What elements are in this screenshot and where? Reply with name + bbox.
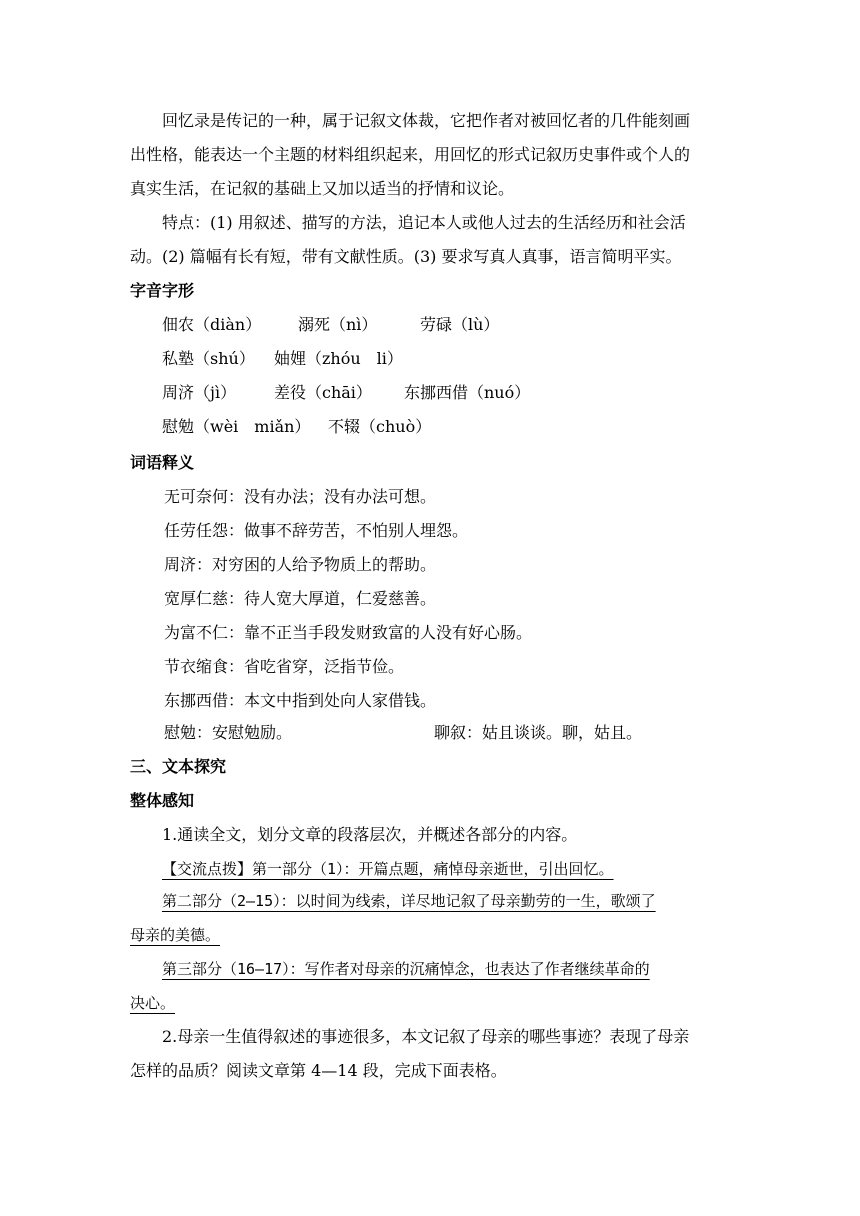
term-item-extra: 聊叙：姑且谈谈。聊，姑且。	[434, 723, 643, 742]
answer-part-1-text: 【交流点拨】第一部分（1）：开篇点题，痛悼母亲逝世，引出回忆。	[162, 860, 614, 878]
answer-part-2-line-2	[130, 918, 730, 952]
question-2-line-2: 怎样的品质？阅读文章第 4—14 段，完成下面表格。	[130, 1061, 507, 1080]
vocab-item: 差役（chāi）	[274, 383, 372, 402]
vocab-item: 佃农（diàn）	[162, 315, 262, 334]
answer-part-1	[130, 852, 730, 886]
terms-heading: 词语释义	[130, 453, 195, 472]
term-item: 无可奈何：没有办法；没有办法可想。	[164, 487, 437, 506]
answer-part-2-text-2: 母亲的美德。	[130, 926, 221, 944]
term-item: 宽厚仁慈：待人宽大厚道，仁爱慈善。	[164, 589, 437, 608]
question-2-line-1: 2.母亲一生值得叙述的事迹很多，本文记叙了母亲的哪些事迹？表现了母亲	[162, 1027, 690, 1046]
term-item: 节衣缩食：省吃省穿，泛指节俭。	[164, 657, 405, 676]
vocab-item: 劳碌（lù）	[420, 315, 500, 334]
intro-line-2: 出性格，能表达一个主题的材料组织起来，用回忆的形式记叙历史事件或个人的	[130, 145, 691, 164]
question-1: 1.通读全文，划分文章的段落层次，并概述各部分的内容。	[162, 825, 578, 844]
term-item: 任劳任怨：做事不辞劳苦，不怕别人埋怨。	[164, 521, 469, 540]
answer-part-2-text-1: 第二部分（2—15）：以时间为线索，详尽地记叙了母亲勤劳的一生，歌颂了	[162, 892, 656, 910]
term-item: 为富不仁：靠不正当手段发财致富的人没有好心肠。	[164, 623, 533, 642]
term-item: 慰勉：安慰勉励。	[164, 723, 293, 742]
answer-part-2-line-1	[130, 884, 730, 918]
vocab-item: 溺死（nì）	[298, 315, 378, 334]
section-3-heading: 三、文本探究	[130, 757, 227, 776]
intro-line-1: 回忆录是传记的一种，属于记叙文体裁，它把作者对被回忆者的几件能刻画	[162, 111, 691, 130]
vocab-item: 周济（jì）	[162, 383, 237, 402]
term-item: 周济：对穷困的人给予物质上的帮助。	[164, 555, 437, 574]
term-item: 东挪西借：本文中指到处向人家借钱。	[164, 691, 437, 710]
vocab-item: 东挪西借（nuó）	[404, 383, 531, 402]
vocab-item: 不辍（chuò）	[328, 417, 432, 436]
intro-line-3: 真实生活，在记叙的基础上又加以适当的抒情和议论。	[130, 179, 515, 198]
answer-part-3-line-2	[130, 986, 730, 1020]
vocab-item: 慰勉（wèi miǎn）	[162, 417, 311, 436]
features-line-2: 动。(2) 篇幅有长有短，带有文献性质。(3) 要求写真人真事，语言简明平实。	[130, 247, 682, 266]
answer-part-3-line-1	[130, 952, 730, 986]
features-line-1: 特点：(1) 用叙述、描写的方法，追记本人或他人过去的生活经历和社会活	[162, 213, 686, 232]
vocab-item: 妯娌（zhóu li）	[274, 349, 403, 368]
answer-part-3-text-2: 决心。	[130, 994, 176, 1012]
vocab-heading: 字音字形	[130, 281, 195, 300]
vocab-item: 私塾（shú）	[162, 349, 255, 368]
overall-heading: 整体感知	[130, 791, 195, 810]
answer-part-3-text-1: 第三部分（16—17）：写作者对母亲的沉痛悼念，也表达了作者继续革命的	[162, 960, 650, 978]
